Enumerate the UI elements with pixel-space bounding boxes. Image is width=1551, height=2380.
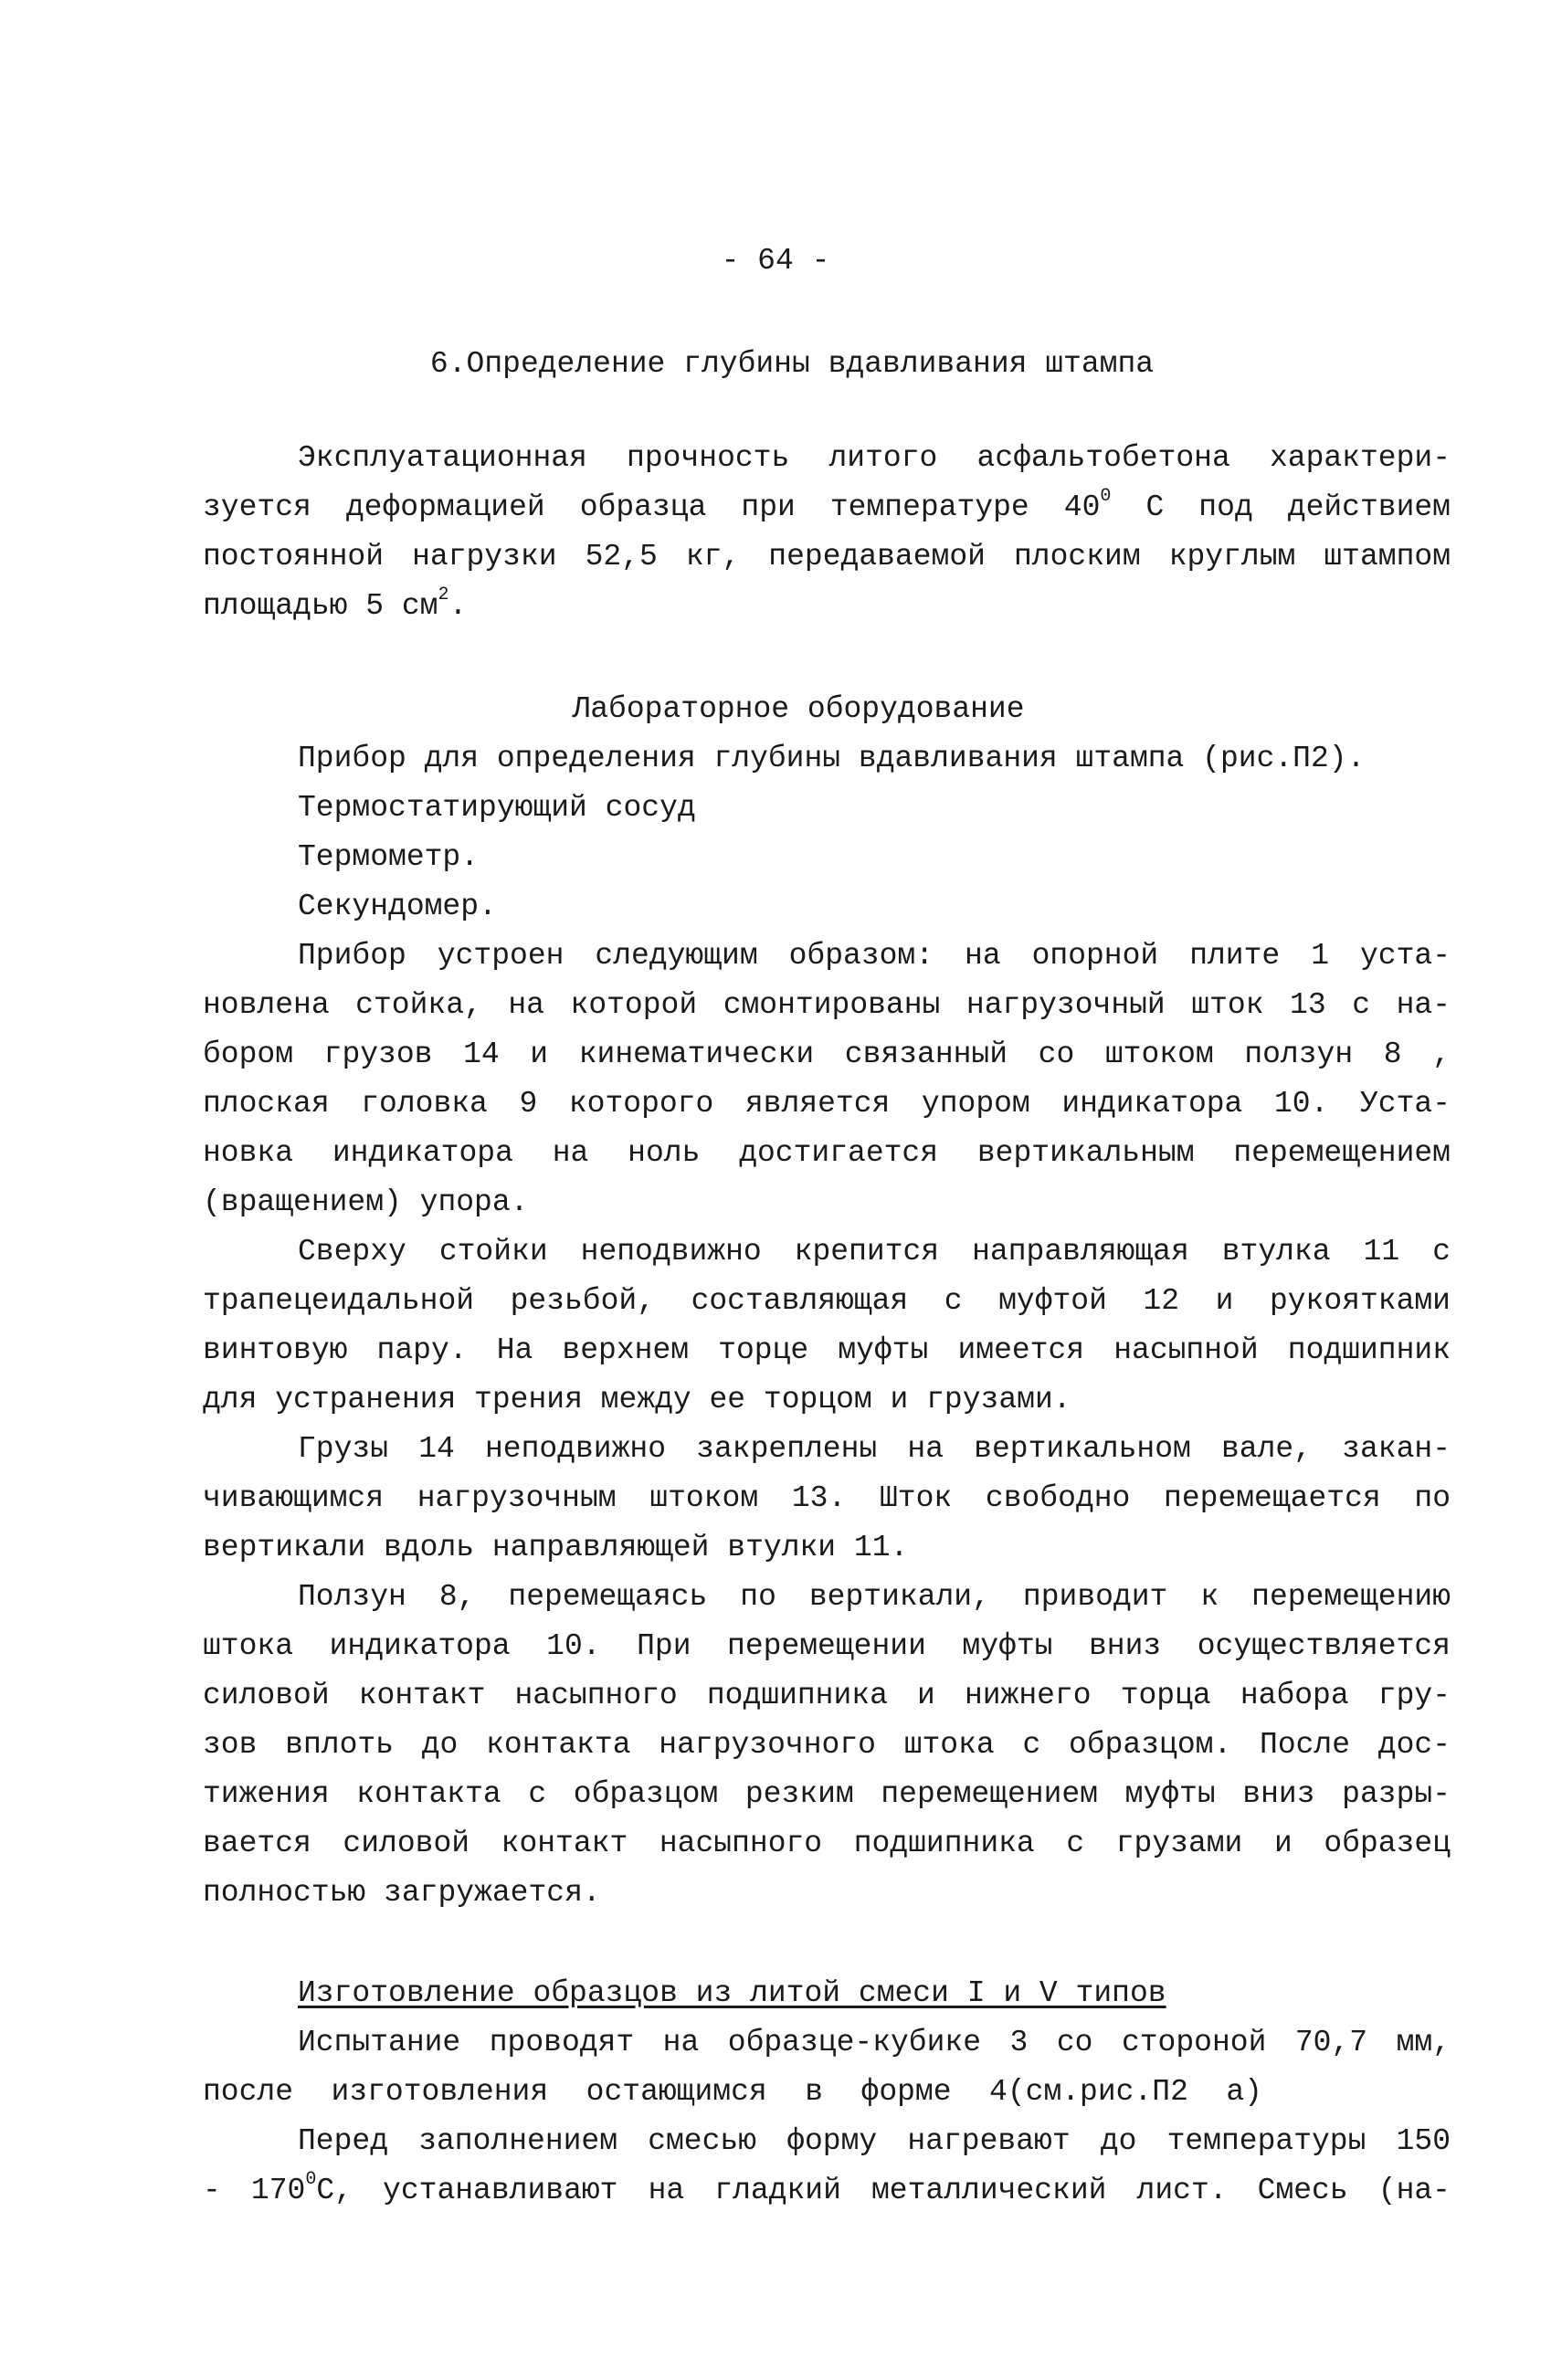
text-line: зов вплоть до контакта нагрузочного штока с образцом. После дос- xyxy=(203,1728,1451,1762)
text-span: С, устанавливают на гладкий металлический лист. Смесь (на- xyxy=(316,2174,1451,2207)
text-line: силовой контакт насыпного подшипника и нижнего торца набора гру- xyxy=(203,1679,1451,1712)
text-line xyxy=(203,584,1451,625)
text-line: штока индикатора 10. При перемещении муфты вниз осуществляется xyxy=(203,1629,1451,1663)
text-line: Испытание проводят на образце-кубике 3 со стороной 70,7 мм, xyxy=(298,2026,1451,2059)
text-line: плоская головка 9 которого является упором индикатора 10. Уста- xyxy=(203,1087,1451,1121)
list-item: Секундомер. xyxy=(298,890,497,923)
text-span: зуется деформацией образца при температуре 40 xyxy=(203,490,1101,524)
text-line: трапецеидальной резьбой, составляющая с муфтой 12 и рукоятками xyxy=(203,1284,1451,1318)
list-item: Термометр. xyxy=(298,840,480,874)
text-line: новка индикатора на ноль достигается вертикальным перемещением xyxy=(203,1136,1451,1170)
text-span: площадью 5 см xyxy=(203,589,438,623)
text-line: винтовую пару. На верхнем торце муфты имеется насыпной подшипник xyxy=(203,1333,1451,1367)
text-line: постоянной нагрузки 52,5 кг, передаваемой плоским круглым штампом xyxy=(203,540,1451,574)
section-heading: 6.Определение глубины вдавливания штампа xyxy=(429,347,1155,381)
text-line: тижения контакта с образцом резким перемещением муфты вниз разры- xyxy=(203,1777,1451,1811)
text-span: - 170 xyxy=(203,2174,306,2207)
text-line: вается силовой контакт насыпного подшипника с грузами и образец xyxy=(203,1827,1451,1860)
page-number: - 64 - xyxy=(721,244,830,278)
text-line: после изготовления остающимся в форме 4(см.рис.П2 а) xyxy=(203,2075,1262,2109)
text-line: вертикали вдоль направляющей втулки 11. xyxy=(203,1531,909,1564)
text-line: Грузы 14 неподвижно закреплены на вертикальном вале, закан- xyxy=(298,1432,1451,1466)
text-line: Прибор устроен следующим образом: на опорной плите 1 уста- xyxy=(298,939,1451,973)
text-line: новлена стойка, на которой смонтированы нагрузочный шток 13 с на- xyxy=(203,988,1451,1022)
text-line: полностью загружается. xyxy=(203,1876,601,1910)
text-line: Ползун 8, перемещаясь по вертикали, приводит к перемещению xyxy=(298,1580,1451,1614)
text-line: Эксплуатационная прочность литого асфальтобетона характери- xyxy=(298,441,1451,475)
superscript: 2 xyxy=(438,584,449,606)
text-line: Перед заполнением смесью форму нагревают до температуры 150 xyxy=(298,2124,1451,2158)
text-line: Сверху стойки неподвижно крепится направляющая втулка 11 с xyxy=(298,1235,1451,1269)
superscript: 0 xyxy=(305,2169,317,2190)
list-item: Термостатирующий сосуд xyxy=(298,791,696,825)
text-line xyxy=(203,2169,1451,2209)
list-item: Прибор для определения глубины вдавливания штампа (рис.П2). xyxy=(298,742,1366,775)
text-line: (вращением) упора. xyxy=(203,1185,529,1219)
text-line: для устранения трения между ее торцом и грузами. xyxy=(203,1383,1071,1416)
samples-heading: Изготовление образцов из литой смеси I и V типов xyxy=(298,1976,1166,2010)
text-span: . xyxy=(448,589,468,623)
text-line: чивающимся нагрузочным штоком 13. Шток свободно перемещается по xyxy=(203,1481,1451,1515)
text-line xyxy=(203,486,1451,526)
equipment-heading: Лабораторное оборудование xyxy=(572,692,1025,726)
text-span: С под действием xyxy=(1145,490,1451,524)
text-line: бором грузов 14 и кинематически связанный со штоком ползун 8 , xyxy=(203,1037,1451,1071)
superscript: 0 xyxy=(1100,486,1112,507)
